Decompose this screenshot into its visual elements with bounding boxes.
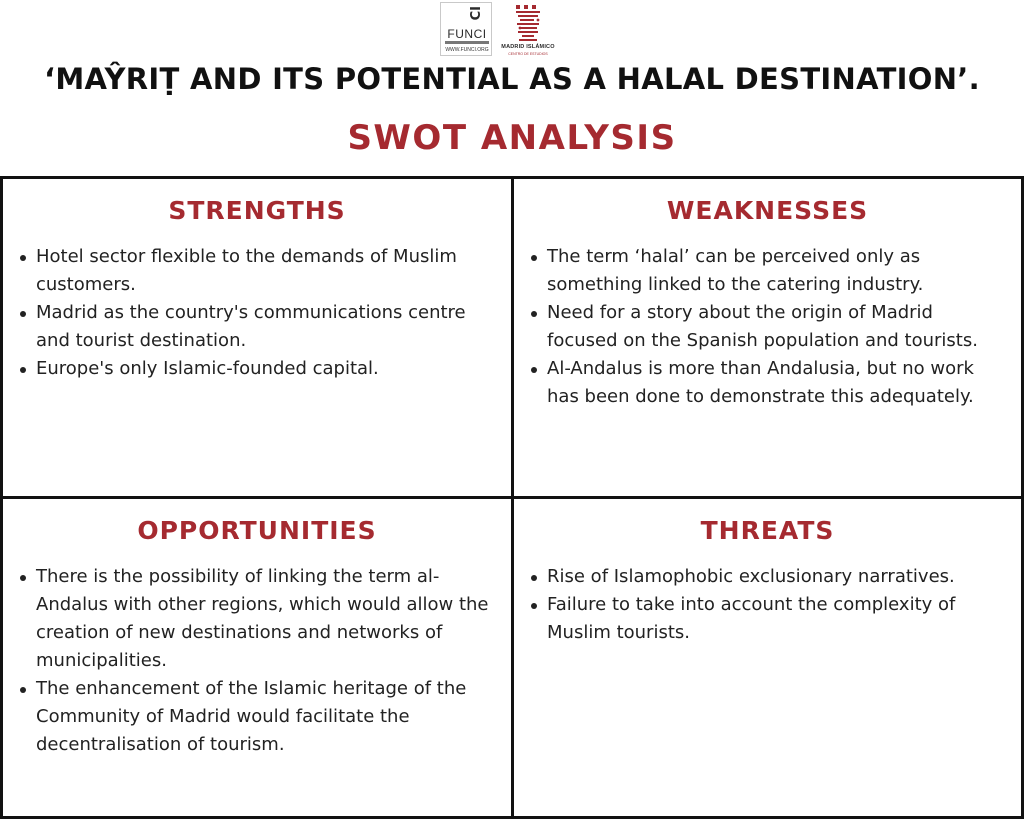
funci-logo-mark: CI <box>469 6 484 21</box>
funci-arabic-text-graphic <box>445 41 489 44</box>
page-subtitle: SWOT ANALYSIS <box>347 118 677 158</box>
madrid-islamico-logo-name: MADRID ISLÁMICO <box>501 44 555 50</box>
funci-logo-url: WWW.FUNCI.ORG <box>445 47 489 53</box>
madrid-islamico-logo-sub: CENTRO DE ESTUDIOS <box>508 52 548 56</box>
threats-heading: THREATS <box>700 516 835 545</box>
list-item: Europe's only Islamic-founded capital. <box>36 355 491 383</box>
list-item: The term ‘halal’ can be perceived only as something linked to the catering industry. <box>547 243 997 299</box>
strengths-list <box>3 243 503 383</box>
threats-quadrant <box>514 499 1021 816</box>
weaknesses-heading: WEAKNESSES <box>666 196 869 225</box>
strengths-quadrant <box>3 179 514 499</box>
opportunities-quadrant <box>3 499 514 816</box>
list-item: Madrid as the country's communications centre and tourist destination. <box>36 299 491 355</box>
funci-logo <box>440 2 492 56</box>
weaknesses-list <box>514 243 1009 411</box>
list-item: Al-Andalus is more than Andalusia, but no work has been done to demonstrate this adequately. <box>547 355 997 411</box>
threats-list <box>514 563 1009 647</box>
list-item: The enhancement of the Islamic heritage of the Community of Madrid would facilitate the decentralisation of tourism. <box>36 675 491 759</box>
page-title: ‘MAŶRIṬ AND ITS POTENTIAL AS A HALAL DESTINATION’. <box>44 62 980 96</box>
madrid-islamico-emblem-icon <box>512 4 544 44</box>
swot-grid <box>0 176 1024 819</box>
strengths-heading: STRENGTHS <box>168 196 346 225</box>
weaknesses-quadrant <box>514 179 1021 499</box>
list-item: Hotel sector flexible to the demands of Muslim customers. <box>36 243 491 299</box>
list-item: Failure to take into account the complexity of Muslim tourists. <box>547 591 997 647</box>
list-item: Need for a story about the origin of Madrid focused on the Spanish population and tourists. <box>547 299 997 355</box>
list-item: There is the possibility of linking the term al-Andalus with other regions, which would allow the creation of new destinations and networks of municipalities. <box>36 563 491 675</box>
logo-bar <box>0 2 1024 58</box>
opportunities-list <box>3 563 503 759</box>
list-item: Rise of Islamophobic exclusionary narratives. <box>547 563 997 591</box>
funci-logo-name: FUNCI <box>447 27 487 41</box>
opportunities-heading: OPPORTUNITIES <box>137 516 377 545</box>
madrid-islamico-logo <box>500 2 556 58</box>
